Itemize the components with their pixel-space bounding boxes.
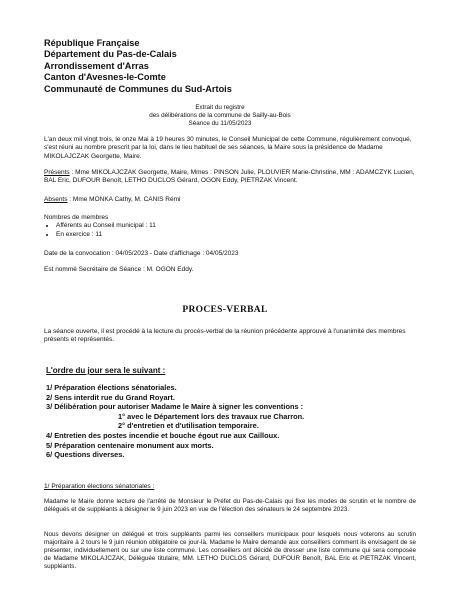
opening-paragraph: La séance ouverte, il est procédé à la lecture du procès-verbal de la réunion précédente approuvé à l'unanimité des membres présents et représentés. (44, 328, 406, 344)
page-title: PROCES-VERBAL (182, 305, 268, 315)
extract-line: Séance du 11/05/2023 (188, 120, 252, 127)
section-paragraph: Nous devons désigner un délégué et trois suppléants parmi les conseillers municipaux pour lesquels nous voterons au scrutin majoritaire à 2 tours le 9 juin réunion obligatoire ce jour-là. Madame le Maire demande aux conseillers comment ils envisagent de se présenter, individuellement ou sur une liste commune. Les conseillers ont décidé de dresser une liste commune qui sera composée de Madame MIKOLAJCZAK, Déléguée titulaire, MM. LETHO DUCLOS Gérard, DUFOUR Benoît, BAL Eric et PIETRZAK Vincent, suppléants. (44, 531, 416, 571)
agenda-item: 4/ Entretien des postes incendie et bouche égout rue aux Cailloux. (46, 430, 280, 440)
letterhead-line: Canton d'Avesnes-le-Comte (44, 72, 166, 83)
members-block (44, 214, 416, 239)
absents-paragraph (44, 196, 416, 204)
register-extract (100, 104, 340, 128)
intro-paragraph: L'an deux mil vingt trois, le onze Mai à 19 heures 30 minutes, le Conseil Municipal de cette Commune, régulièrement convoqué, s'est réuni au nombre prescrit par la loi, dans le lieu habituel de ses séances, la Maire sous la présidence de Madame MIKOLAJCZAK Georgette, Maire. (44, 136, 412, 160)
extract-line: Extrait du registre (195, 104, 245, 111)
agenda-item: 3/ Délibération pour autoriser Madame le Maire à signer les conventions : (46, 402, 304, 412)
agenda-subitem: 1° avec le Département lors des travaux rue Charron. (118, 411, 305, 421)
agenda-item: 1/ Préparation élections sénatoriales. (46, 383, 177, 392)
letterhead (44, 38, 232, 95)
agenda-item: 2/ Sens interdit rue du Grand Royart. (46, 392, 175, 402)
absents-label: Absents (44, 196, 68, 203)
agenda-item: 6/ Questions diverses. (46, 450, 125, 460)
members-item: • En exercice : 11 (56, 231, 416, 239)
letterhead-line: Arrondissement d'Arras (44, 60, 149, 71)
letterhead-line: Département du Pas-de-Calais (44, 49, 177, 60)
letterhead-line: Communauté de Communes du Sud-Artois (44, 83, 232, 94)
members-label: Nombres de membres (44, 214, 109, 221)
convocation-dates: Date de la convocation : 04/05/2023 - Date d'affichage : 04/05/2023 (44, 250, 239, 257)
agenda-subitem: 2° d'entretien et d'utilisation temporaire. (118, 421, 259, 431)
presents-paragraph (44, 169, 416, 186)
presents-text: : Mme MIKOLAJCZAK Georgette, Maire, Mmes : PINSON Julie, PLOUVIER Marie-Christine, MM : ADAMCZYK Lucien, BAL Eric, DUFOUR Benoît, LETHO DUCLOS Gérard, OGON Eddy, PIETRZAK Vincent. (44, 169, 415, 185)
letterhead-line: République Française (44, 38, 140, 48)
extract-line: des délibérations de la commune de Sailly-au-Bois (149, 112, 291, 119)
agenda-list (46, 383, 304, 460)
secretary-line: Est nommé Secrétaire de Séance : M. OGON Eddy. (44, 266, 194, 273)
agenda-item: 5/ Préparation centenaire monument aux morts. (46, 440, 214, 450)
agenda-heading: L'ordre du jour sera le suivant : (46, 366, 166, 375)
presents-label: Présents (44, 169, 70, 176)
section-paragraph: Madame le Maire donne lecture de l'arrêté de Monsieur le Préfet du Pas-de-Calais qui fixe les modes de scrutin et le nombre de délégués et de suppléants à désigner le 9 juin 2023 en vue de l'élection des sénateurs le 24 septembre 2023. (44, 498, 416, 514)
absents-text: : Mme MONKA Cathy, M. CANIS Rémi (67, 196, 181, 203)
members-item: • Afférents au Conseil municipal : 11 (56, 222, 416, 230)
section-heading: 1/ Préparation élections sénatoriales : (44, 483, 155, 490)
members-list (44, 222, 416, 239)
